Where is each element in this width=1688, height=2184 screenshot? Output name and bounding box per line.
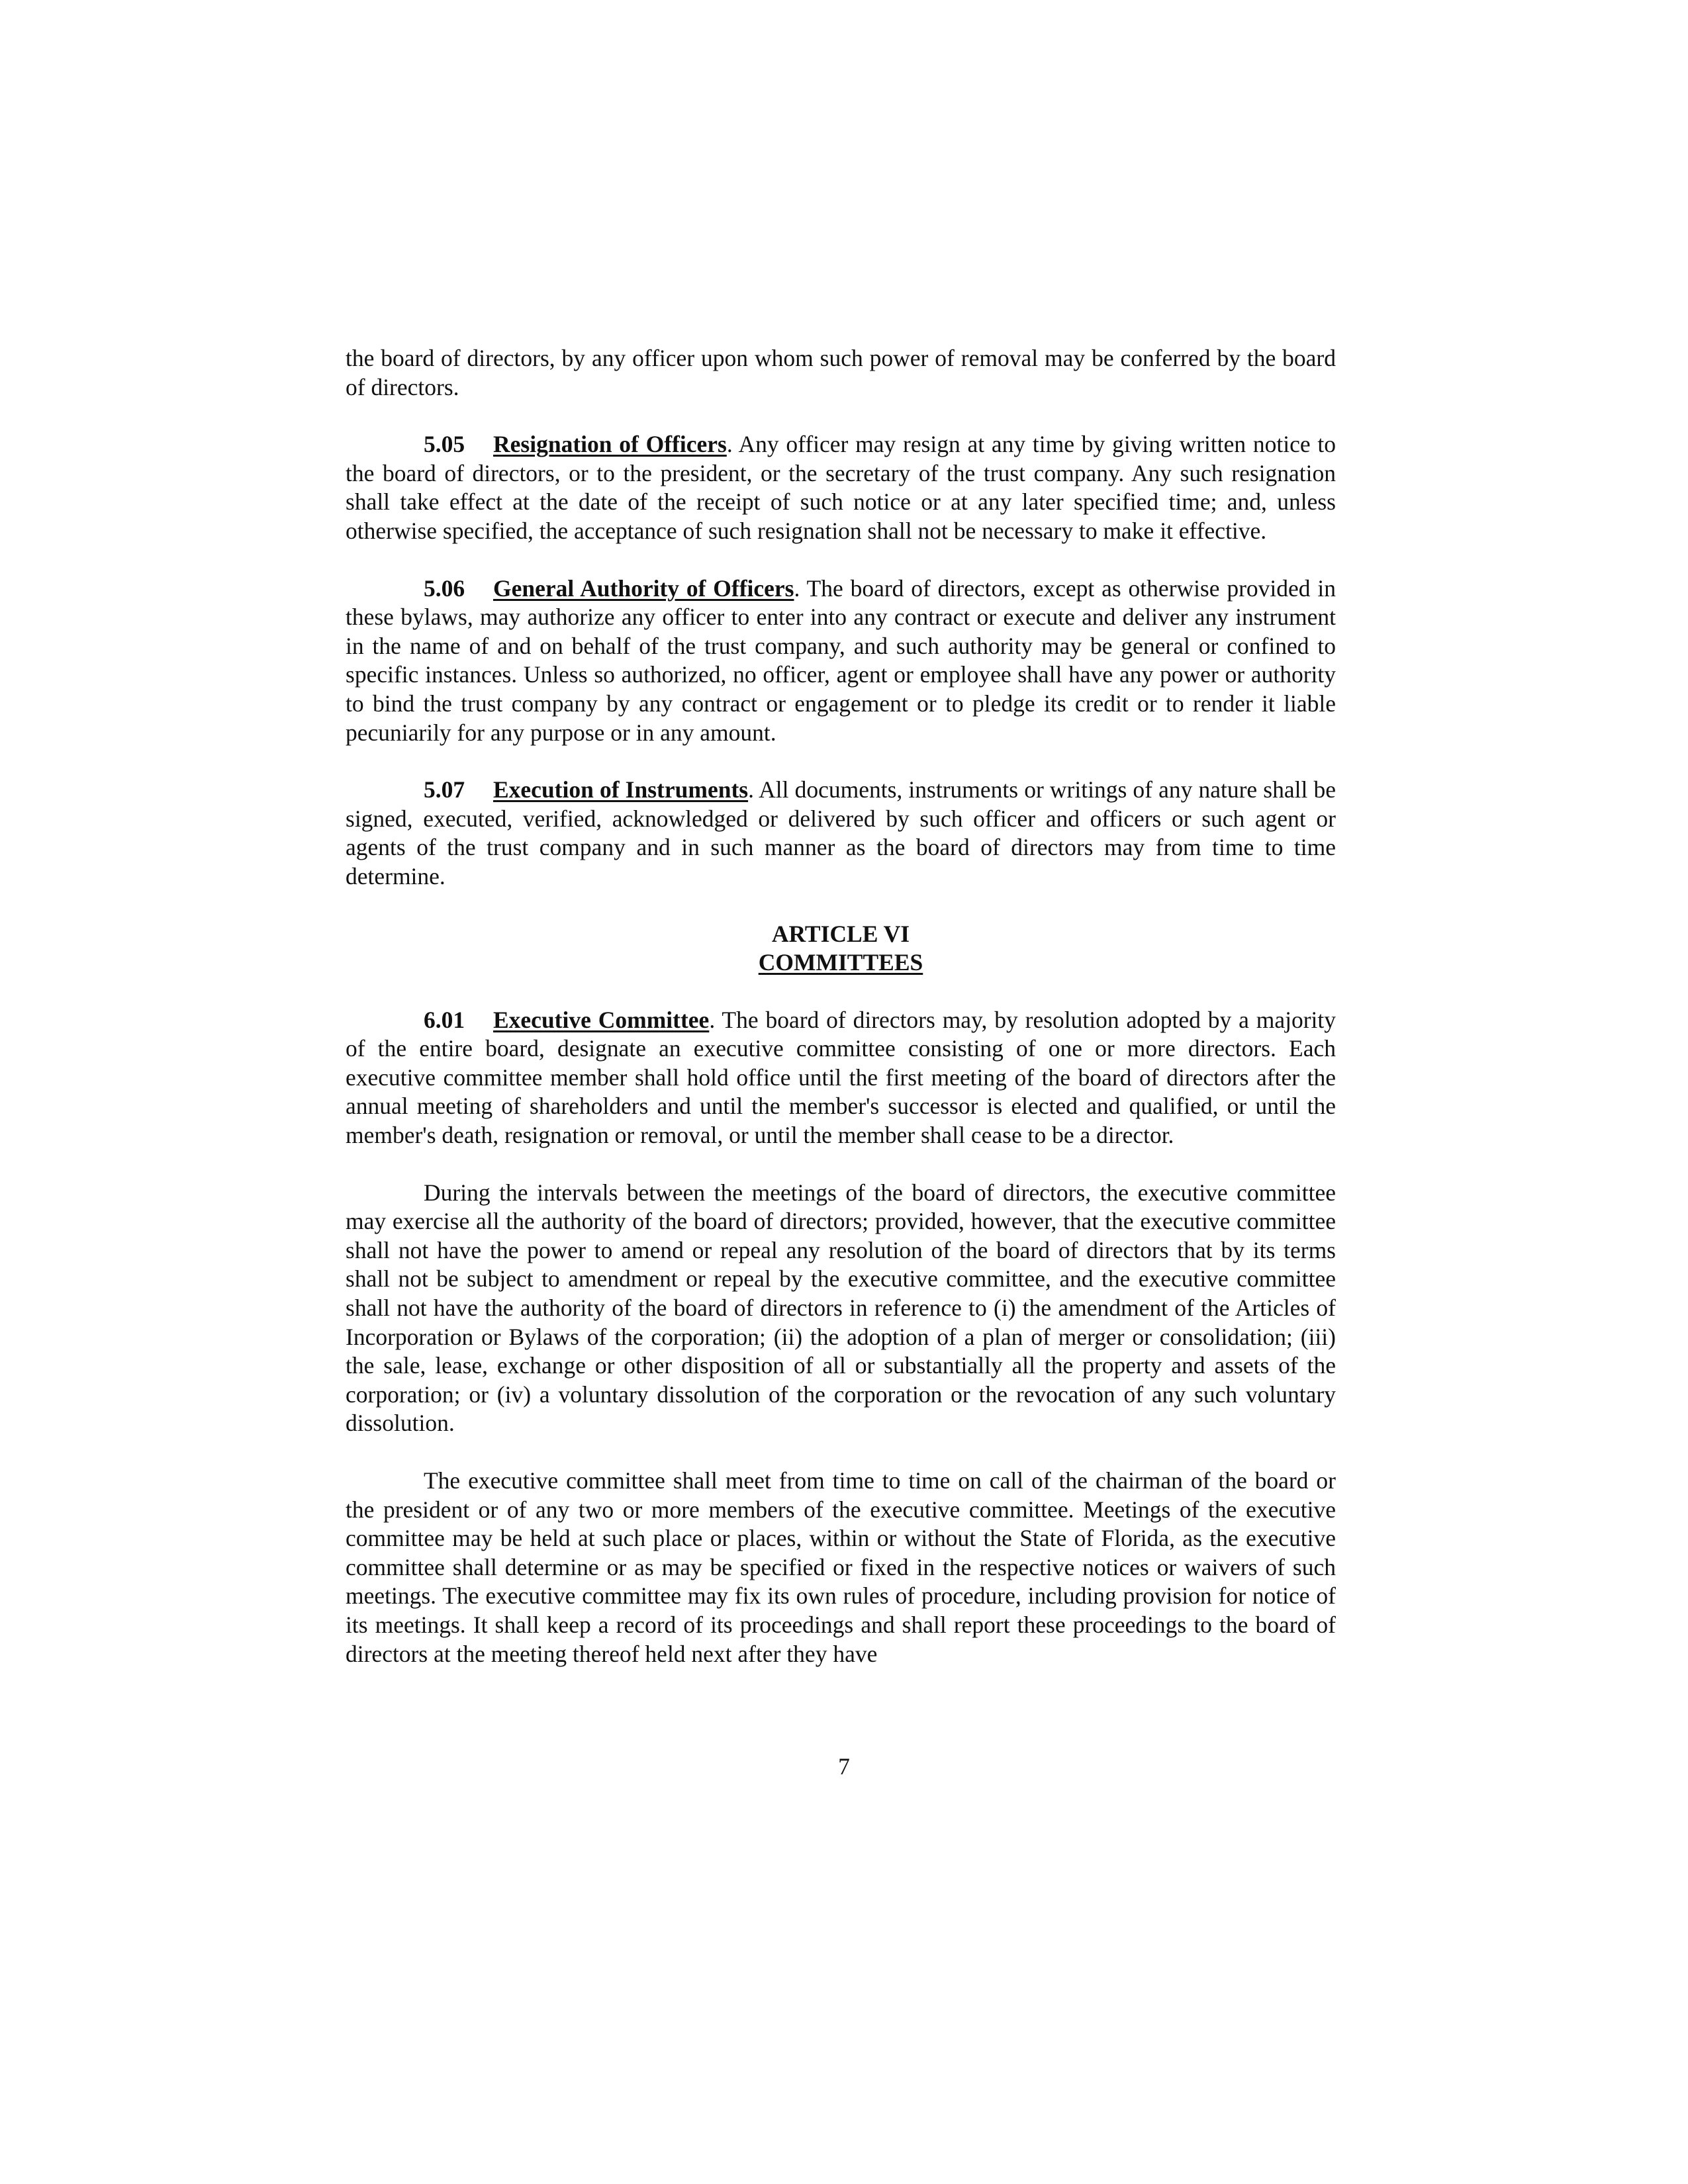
- body-paragraph: The executive committee shall meet from time to time on call of the chairman of the board or the president or of any two or more members of the executive committee. Meetings of the executive committee may be held at such place or places, within or without the State of Florida, as the executive committee shall determine or as may be specified or fixed in the respective notices or waivers of such meetings. The executive committee may fix its own rules of procedure, including provision for notice of its meetings. It shall keep a record of its proceedings and shall report these proceedings to the board of directors at the meeting thereof held next after they have: [346, 1467, 1336, 1667]
- section-number: 5.07: [424, 776, 465, 803]
- section-5-05: [346, 430, 1336, 545]
- section-text: . The board of directors, except as otherwise provided in these bylaws, may authorize any officer to enter into any contract or execute and deliver any instrument in the name of and on behalf of the trust company, and such authority may be general or confined to specific instances. Unless so authorized, no officer, agent or employee shall have any power or authority to bind the trust company by any contract or engagement or to pledge its credit or to render it liable pecuniarily for any purpose or in any amount.: [346, 574, 1336, 746]
- article-heading: [346, 920, 1336, 978]
- document-body: [346, 344, 1336, 1668]
- section-5-06: [346, 574, 1336, 748]
- page-number: 7: [838, 1753, 850, 1780]
- section-text: . All documents, instruments or writings of any nature shall be signed, executed, verified, acknowledged or delivered by such officer and officers or such agent or agents of the trust company and in such manner as the board of directors may from time to time determine.: [346, 776, 1336, 889]
- section-title: Resignation of Officers: [493, 431, 727, 458]
- continuation-paragraph: the board of directors, by any officer upon whom such power of removal may be conferred by the board of directors.: [346, 345, 1336, 400]
- section-number: 5.06: [424, 574, 465, 602]
- section-title: Execution of Instruments: [493, 776, 749, 803]
- section-5-07: [346, 776, 1336, 891]
- body-paragraph: During the intervals between the meetings of the board of directors, the executive committee may exercise all the authority of the board of directors; provided, however, that the executive committee shall not have the power to amend or repeal any resolution of the board of directors that by its terms shall not be subject to amendment or repeal by the executive committee, and the executive committee shall not have the authority of the board of directors in reference to (i) the amendment of the Articles of Incorporation or Bylaws of the corporation; (ii) the adoption of a plan of merger or consolidation; (iii) the sale, lease, exchange or other disposition of all or substantially all the property and assets of the corporation; or (iv) a voluntary dissolution of the corporation or the revocation of any such voluntary dissolution.: [346, 1179, 1336, 1437]
- section-number: 5.05: [424, 431, 465, 458]
- section-title: Executive Committee: [493, 1006, 710, 1033]
- section-title: General Authority of Officers: [493, 574, 794, 602]
- article-title: COMMITTEES: [758, 949, 923, 976]
- article-number: ARTICLE VI: [771, 920, 910, 947]
- section-text: . Any officer may resign at any time by giving written notice to the board of directors, or to the president, or the secretary of the trust company. Any such resignation shall take effect at the date of the receipt of such notice or at any later specified time; and, unless otherwise specified, the acceptance of such resignation shall not be necessary to make it effective.: [346, 431, 1336, 544]
- section-number: 6.01: [424, 1006, 465, 1033]
- section-6-01: [346, 1006, 1336, 1150]
- section-text: . The board of directors may, by resolution adopted by a majority of the entire board, designate an executive committee consisting of one or more directors. Each executive committee member shall hold office until the first meeting of the board of directors after the annual meeting of shareholders and until the member's successor is elected and qualified, or until the member's death, resignation or removal, or until the member shall cease to be a director.: [346, 1006, 1336, 1149]
